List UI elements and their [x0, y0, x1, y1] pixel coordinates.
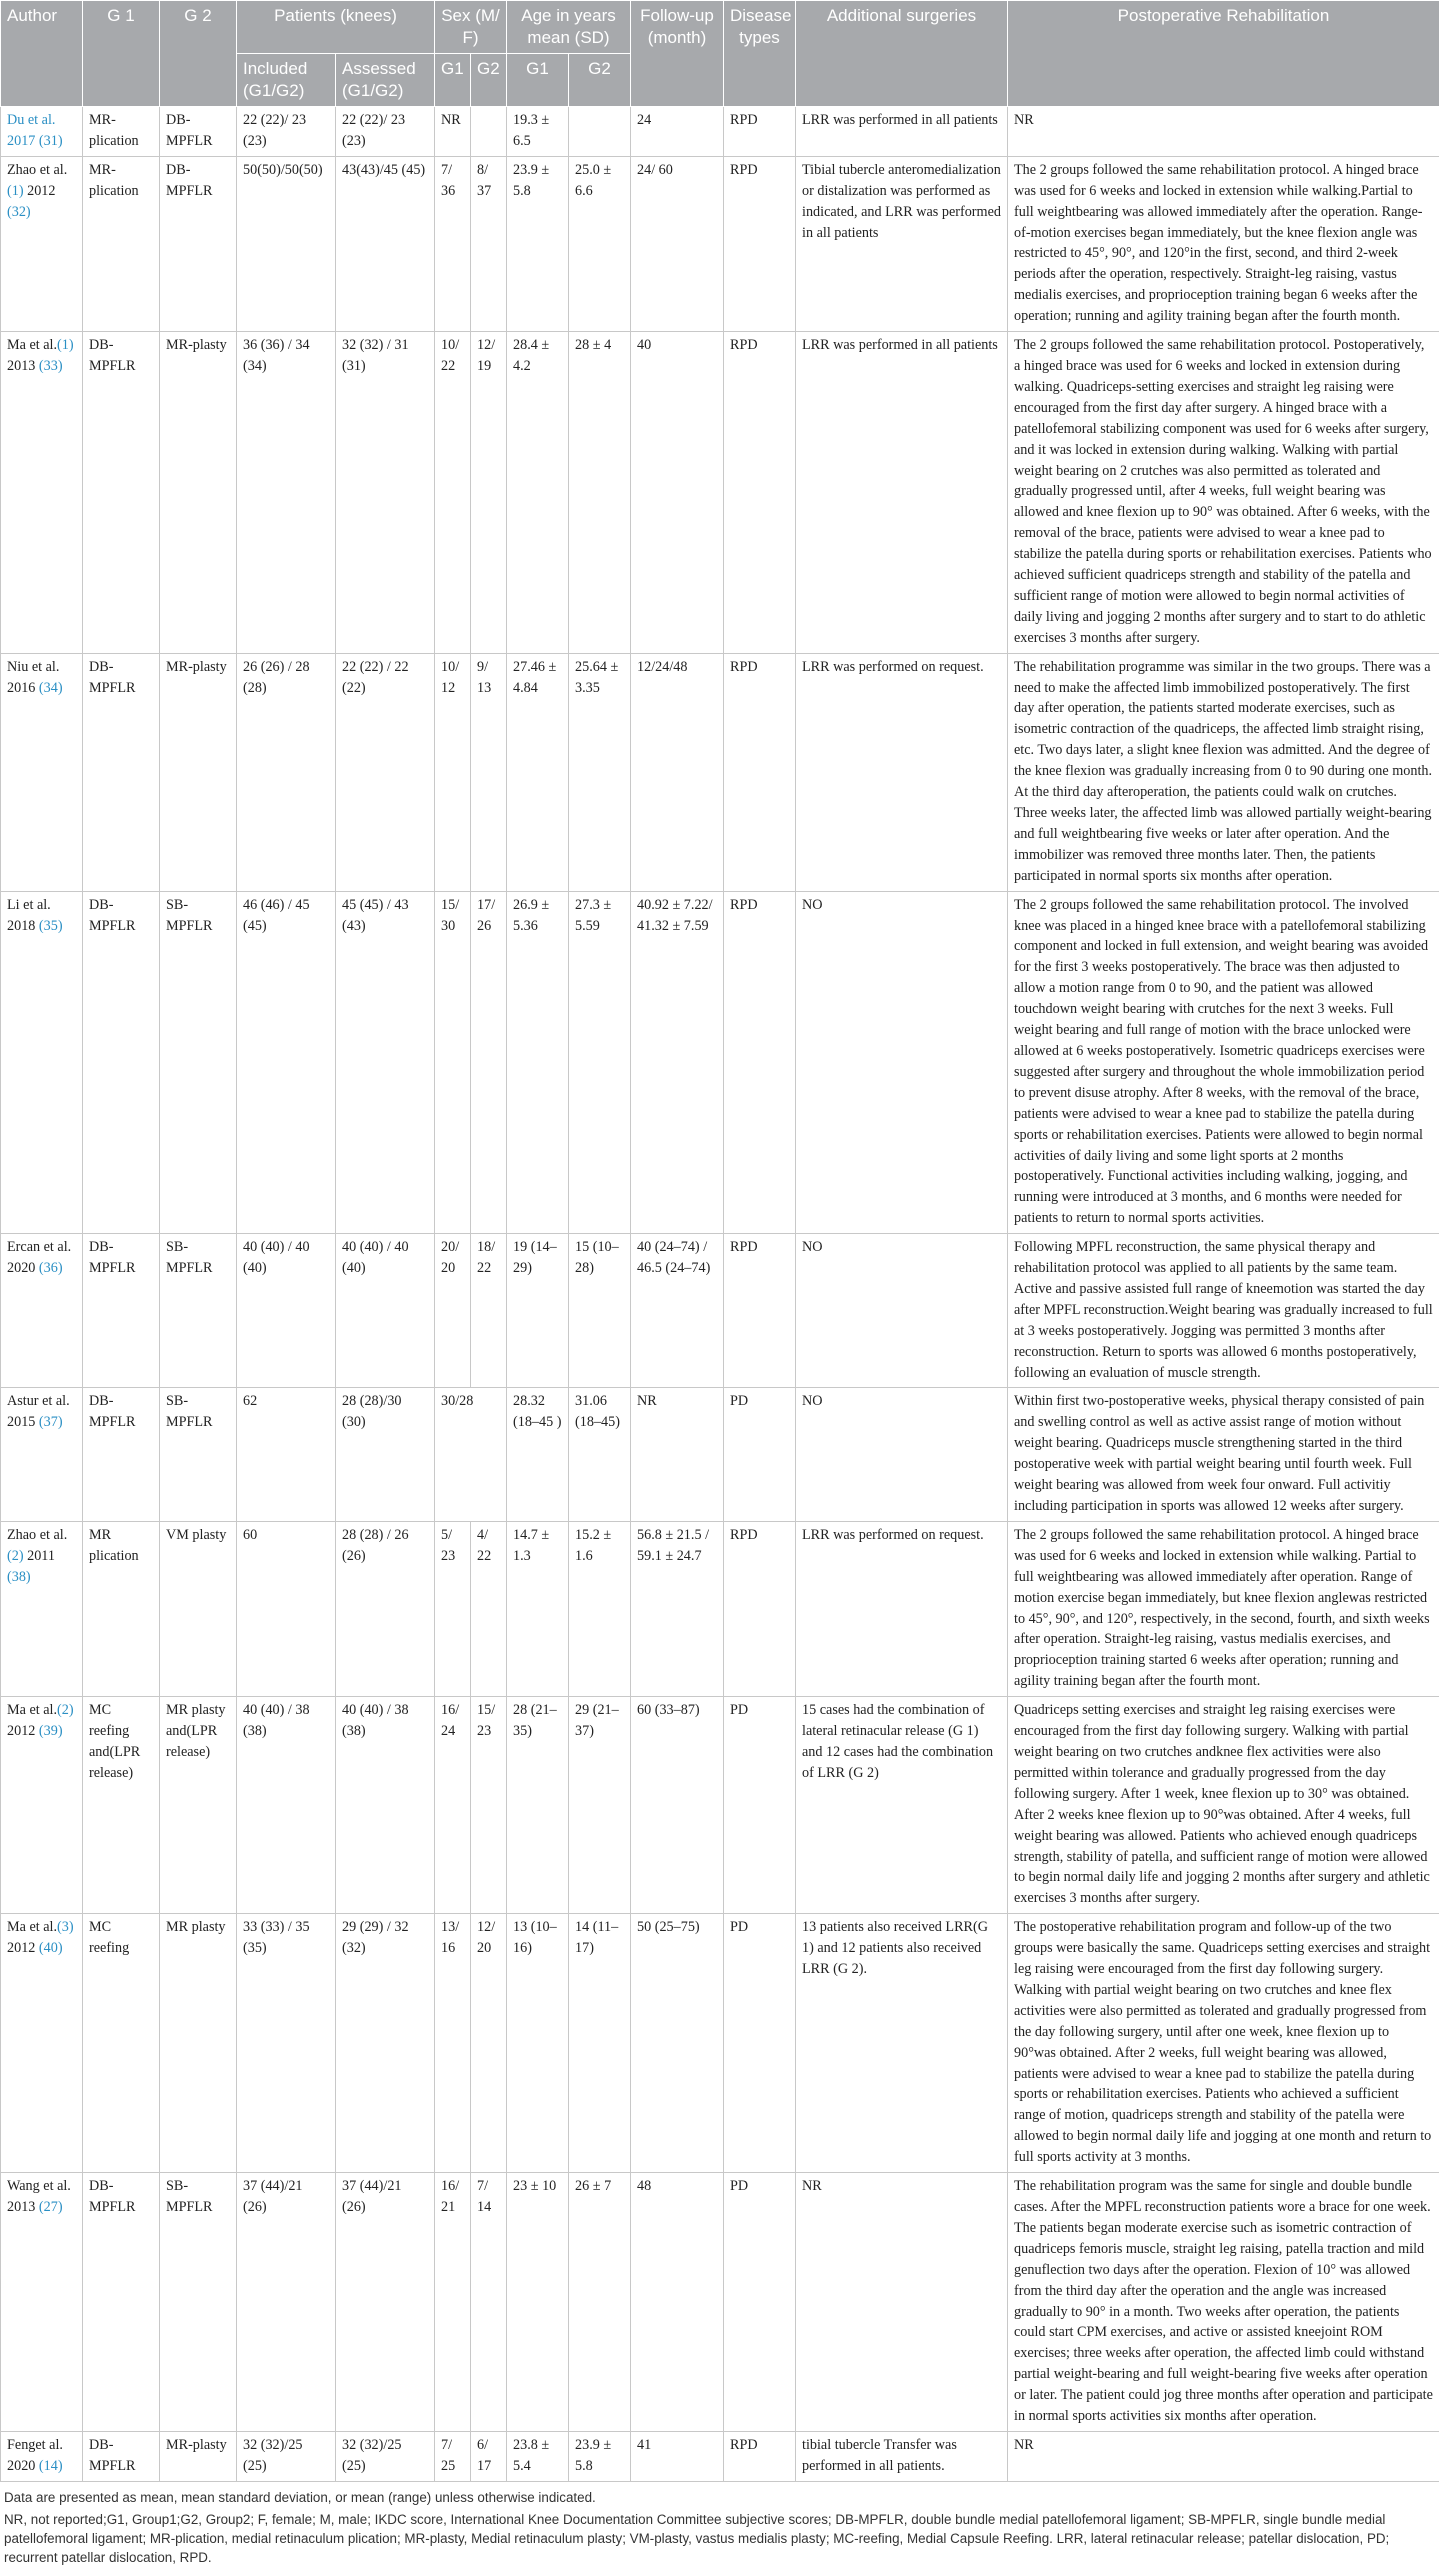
cell-age-g2: 25.0 ± 6.6	[569, 156, 631, 331]
cell-author	[1, 2173, 83, 2432]
cell-age-g2: 15.2 ± 1.6	[569, 1521, 631, 1696]
cell-age-g1: 23.9 ± 5.8	[507, 156, 569, 331]
cell-assessed: 22 (22) / 22 (22)	[336, 653, 435, 891]
cell-g2: SB-MPFLR	[160, 2173, 237, 2432]
cell-additional: LRR was performed in all patients	[796, 332, 1008, 654]
author-name: Fenget al.	[7, 2437, 63, 2453]
author-name: Niu et al.	[7, 659, 59, 675]
cell-rehab: Quadriceps setting exercises and straight leg raising exercises were encouraged from the first day following surgery. Walking with partial weight bearing on two crutches andknee flex activities were also permitted within tolerance and gradually progressed from the day following surgery. After 1 week, knee flexion up to 30° was obtained. After 2 weeks knee flexion up to 90°was obtained. After 4 weeks, full weight bearing was allowed. Patients who achieved enough quadriceps strength, stability of patella, and sufficient range of motion were allowed to begin normal daily life and jogging 2 months after surgery and athletic exercises 3 months after surgery.	[1008, 1697, 1439, 1914]
cell-assessed: 28 (28)/30 (30)	[336, 1388, 435, 1521]
table-row	[1, 1388, 1439, 1521]
citation-link[interactable]: (37)	[39, 1414, 63, 1430]
header-assessed: Assessed (G1/G2)	[336, 54, 435, 107]
author-year: 2020	[7, 2458, 35, 2474]
cell-age-g2: 31.06 (18–45)	[569, 1388, 631, 1521]
cell-sex-g1: 10/ 22	[435, 332, 471, 654]
cell-rehab: The 2 groups followed the same rehabilitation protocol. Postoperatively, a hinged brace was used for 6 weeks and locked in extension during walking. Quadriceps-setting exercises and straight leg raising were encouraged from the first day after surgery. A hinged brace with a patellofemoral stabilizing component was used for 6 weeks after surgery, and it was locked in extension during walking. Walking with partial weight bearing on 2 crutches was also permitted as tolerated and gradually progressed until, after 4 weeks, full weight bearing was allowed and knee flexion up to 90° was obtained. After 6 weeks, with the removal of the brace, patients were advised to wear a knee pad to stabilize the patella during sports or rehabilitation exercises. Patients who achieved sufficient quadriceps strength and stability of the patella and sufficient range of motion were allowed to begin normal activities of daily living and jogging 2 months after surgery and to start to do athletic exercises 3 months after surgery.	[1008, 332, 1439, 654]
author-year: 2011	[27, 1548, 55, 1564]
cell-followup: 40 (24–74) / 46.5 (24–74)	[631, 1234, 724, 1388]
cell-followup: NR	[631, 1388, 724, 1521]
cell-sex-g1: 7/ 25	[435, 2431, 471, 2481]
citation-link[interactable]: (39)	[39, 1723, 63, 1739]
cell-author	[1, 2431, 83, 2481]
cell-assessed: 22 (22)/ 23 (23)	[336, 107, 435, 157]
author-name: Zhao et al.	[7, 162, 67, 178]
cell-g1: DB-MPFLR	[83, 1388, 160, 1521]
author-year: 2020	[7, 1260, 35, 1276]
cell-rehab: NR	[1008, 107, 1439, 157]
cell-g2: SB-MPFLR	[160, 1388, 237, 1521]
cell-author	[1, 156, 83, 331]
cell-age-g1: 28 (21–35)	[507, 1697, 569, 1914]
cell-additional: 13 patients also received LRR(G 1) and 12 patients also received LRR (G 2).	[796, 1914, 1008, 2173]
cell-g1: DB-MPFLR	[83, 653, 160, 891]
cell-followup: 41	[631, 2431, 724, 2481]
citation-link[interactable]: (38)	[7, 1569, 31, 1585]
cell-followup: 40	[631, 332, 724, 654]
cell-sex-g2: 17/ 26	[471, 891, 507, 1234]
cell-g2: SB-MPFLR	[160, 891, 237, 1234]
citation-link[interactable]: (27)	[39, 2199, 63, 2215]
cell-disease: RPD	[724, 2431, 796, 2481]
author-year: 2016	[7, 680, 35, 696]
cell-rehab: Within first two-postoperative weeks, physical therapy consisted of pain and swelling control as well as active assist range of motion without weight bearing. Quadriceps muscle strengthening started in the third postoperative week with partial weight bearing until fourth week. Full weight bearing was allowed from week four onward. Full activitiy including participation in sports was allowed 12 weeks after surgery.	[1008, 1388, 1439, 1521]
cell-included: 50(50)/50(50)	[237, 156, 336, 331]
cell-assessed: 32 (32) / 31 (31)	[336, 332, 435, 654]
header-disease: Disease types	[724, 1, 796, 107]
cell-sex-g1: 13/ 16	[435, 1914, 471, 2173]
table-row	[1, 2431, 1439, 2481]
cell-additional: tibial tubercle Transfer was performed in all patients.	[796, 2431, 1008, 2481]
cell-age-g1: 28.4 ± 4.2	[507, 332, 569, 654]
cell-g2: DB-MPFLR	[160, 156, 237, 331]
header-age-g1: G1	[507, 54, 569, 107]
author-name: Wang et al.	[7, 2178, 71, 2194]
cell-sex-g1: 20/ 20	[435, 1234, 471, 1388]
cell-rehab: The 2 groups followed the same rehabilitation protocol. A hinged brace was used for 6 weeks and locked in extension while walking. Partial to full weightbearing was allowed immediately after operation. Range of motion exercise began immediately, but knee flexion anglewas restricted to 45°, 90°, and 120°, respectively, in the second, fourth, and sixth weeks after operation. Straight-leg raising, vastus medialis exercises, and proprioception training started 6 weeks after operation; running and agility training began after the fourth mont.	[1008, 1521, 1439, 1696]
cell-g1: MR-plication	[83, 156, 160, 331]
cell-author	[1, 1521, 83, 1696]
cell-g1: MC reefing	[83, 1914, 160, 2173]
cell-age-g2: 28 ± 4	[569, 332, 631, 654]
cell-age-g1: 26.9 ± 5.36	[507, 891, 569, 1234]
cell-age-g1: 27.46 ± 4.84	[507, 653, 569, 891]
cell-sex-g1: NR	[435, 107, 471, 157]
cell-g1: DB-MPFLR	[83, 891, 160, 1234]
author-name: Ercan et al.	[7, 1239, 71, 1255]
cell-sex-g1: 16/ 24	[435, 1697, 471, 1914]
cell-included: 40 (40) / 38 (38)	[237, 1697, 336, 1914]
cell-disease: PD	[724, 1697, 796, 1914]
cell-rehab: Following MPFL reconstruction, the same physical therapy and rehabilitation protocol was applied to all patients by the same team. Active and passive assisted full range of kneemotion was started the day after MPFL reconstruction.Weight bearing was gradually increased to full at 3 weeks postoperatively. Jogging was permitted 3 months after reconstruction. Return to sports was allowed 6 months postoperatively, following an evaluation of muscle strength.	[1008, 1234, 1439, 1388]
cell-sex-g1: 7/ 36	[435, 156, 471, 331]
cell-sex-g2: 4/ 22	[471, 1521, 507, 1696]
author-name[interactable]: Du et al.	[7, 112, 55, 128]
cell-included: 26 (26) / 28 (28)	[237, 653, 336, 891]
header-followup: Follow-up (month)	[631, 1, 724, 107]
header-sex: Sex (M/ F)	[435, 1, 507, 54]
cell-additional: LRR was performed in all patients	[796, 107, 1008, 157]
cell-g2: VM plasty	[160, 1521, 237, 1696]
cell-sex-g1: 5/ 23	[435, 1521, 471, 1696]
cell-additional: NO	[796, 1234, 1008, 1388]
cell-additional: NO	[796, 1388, 1008, 1521]
cell-rehab: The postoperative rehabilitation program and follow-up of the two groups were basically the same. Quadriceps setting exercises and straight leg raising were encouraged from the first day following surgery. Walking with partial weight bearing on two crutches and knee flex activities were also permitted as tolerated and gradually progressed from the day following surgery, until after one week, knee flexion up to 90°was obtained. After 2 weeks, full weight bearing was allowed, patients were advised to wear a knee pad to stabilize the patella during sports or rehabilitation exercises. Patients who achieved a sufficient range of motion, quadriceps strength and stability of the patella were allowed to begin normal daily life and jogging at one month and return to full sports activity at 3 months.	[1008, 1914, 1439, 2173]
cell-assessed: 32 (32)/25 (25)	[336, 2431, 435, 2481]
cell-included: 22 (22)/ 23 (23)	[237, 107, 336, 157]
cell-sex-g2: 12/ 20	[471, 1914, 507, 2173]
cell-included: 40 (40) / 40 (40)	[237, 1234, 336, 1388]
cell-followup: 48	[631, 2173, 724, 2432]
cell-age-g2: 27.3 ± 5.59	[569, 891, 631, 1234]
citation-link[interactable]: (3)	[57, 1919, 74, 1935]
citation-link[interactable]: (1)	[57, 337, 74, 353]
cell-age-g2: 29 (21–37)	[569, 1697, 631, 1914]
table-row	[1, 1521, 1439, 1696]
cell-rehab: The rehabilitation programme was similar in the two groups. There was a need to make the affected limb immobilized postoperatively. The first day after operation, the patients started moderate exercises, such as isometric contraction of the quadriceps, the affected limb straight rising, etc. Two days later, a slight knee flexion was admitted. And the degree of the knee flexion was gradually increasing from 0 to 90 during one month. At the third day afteroperation, the patients could walk on crutches. Three weeks later, the affected limb was allowed partially weight-bearing and full weightbearing five weeks or later after operation. And the immobilizer was removed three months later. Then, the patients participated in normal sports six months after operation.	[1008, 653, 1439, 891]
cell-sex-g1: 10/ 12	[435, 653, 471, 891]
author-name: Astur et al.	[7, 1393, 70, 1409]
cell-author	[1, 1914, 83, 2173]
cell-followup: 50 (25–75)	[631, 1914, 724, 2173]
table-row	[1, 2173, 1439, 2432]
footnote: NR, not reported;G1, Group1;G2, Group2; F, female; M, male; IKDC score, International Knee Documentation Committee subjective scores; DB-MPFLR, double bundle medial patellofemoral ligament; SB-MPFLR, single bundle medial patellofemoral ligament; MR-plication, medial retinaculum plication; MR-plasty, Medial retinaculum plasty; VM-plasty, vastus medialis plasty; MC-reefing, Medial Capsule Reefing. LRR, lateral retinacular release; patellar dislocation, PD; recurrent patellar dislocation, RPD.	[4, 2510, 1435, 2567]
author-name: Zhao et al.	[7, 1527, 67, 1543]
cell-g2: MR-plasty	[160, 332, 237, 654]
cell-sex-g2: 7/ 14	[471, 2173, 507, 2432]
citation-link[interactable]: (2)	[7, 1548, 24, 1564]
footnotes	[0, 2482, 1439, 2567]
cell-rehab: NR	[1008, 2431, 1439, 2481]
citation-link[interactable]: (32)	[7, 204, 31, 220]
author-name: Ma et al.	[7, 1702, 57, 1718]
author-name: Ma et al.	[7, 337, 57, 353]
cell-age-g1: 19.3 ± 6.5	[507, 107, 569, 157]
table-row	[1, 1914, 1439, 2173]
header-g2: G 2	[160, 1, 237, 107]
cell-disease: RPD	[724, 1521, 796, 1696]
cell-age-g1: 13 (10–16)	[507, 1914, 569, 2173]
author-year: 2018	[7, 918, 35, 934]
table-row	[1, 653, 1439, 891]
cell-age-g1: 23 ± 10	[507, 2173, 569, 2432]
cell-followup: 40.92 ± 7.22/ 41.32 ± 7.59	[631, 891, 724, 1234]
cell-author	[1, 1388, 83, 1521]
cell-included: 37 (44)/21 (26)	[237, 2173, 336, 2432]
author-name: Li et al.	[7, 897, 51, 913]
cell-followup: 24/ 60	[631, 156, 724, 331]
cell-disease: RPD	[724, 1234, 796, 1388]
header-patients: Patients (knees)	[237, 1, 435, 54]
cell-assessed: 40 (40) / 40 (40)	[336, 1234, 435, 1388]
cell-followup: 24	[631, 107, 724, 157]
citation-link[interactable]: (40)	[39, 1940, 63, 1956]
cell-followup: 12/24/48	[631, 653, 724, 891]
cell-additional: Tibial tubercle anteromedialization or distalization was performed as indicated, and LRR was performed in all patients	[796, 156, 1008, 331]
cell-sex-g2	[471, 107, 507, 157]
cell-disease: RPD	[724, 653, 796, 891]
cell-g1: DB-MPFLR	[83, 332, 160, 654]
cell-sex-g1: 15/ 30	[435, 891, 471, 1234]
author-year: 2012	[7, 1723, 35, 1739]
cell-g1: DB-MPFLR	[83, 1234, 160, 1388]
cell-rehab: The 2 groups followed the same rehabilitation protocol. The involved knee was placed in a hinged knee brace with a patellofemoral stabilizing component and locked in full extension, and weight bearing was avoided for the first 3 weeks postoperatively. The brace was then adjusted to allow a motion range from 0 to 90, and the patient was allowed touchdown weight bearing with crutches for the next 3 weeks. Full weight bearing and full range of motion with the brace unlocked were allowed at 6 weeks postoperatively. Isometric quadriceps exercises were suggested after surgery and throughout the whole immobilization period to prevent disuse atrophy. After 8 weeks, with the removal of the brace, patients were advised to wear a knee pad to stabilize the patella during sports or rehabilitation exercises. Patients were allowed to begin normal activities of daily living and some light sports at 2 months postoperatively. Functional activities including walking, jogging, and running were introduced at 3 months, and 6 months were needed for patients to return to normal sports activities.	[1008, 891, 1439, 1234]
cell-disease: RPD	[724, 107, 796, 157]
author-year: 2015	[7, 1414, 35, 1430]
footnote: Data are presented as mean, mean standard deviation, or mean (range) unless otherwise indicated.	[4, 2488, 1435, 2507]
cell-assessed: 45 (45) / 43 (43)	[336, 891, 435, 1234]
author-year: 2012	[27, 183, 55, 199]
author-year: 2013	[7, 2199, 35, 2215]
cell-g1: MR plication	[83, 1521, 160, 1696]
cell-age-g2: 14 (11–17)	[569, 1914, 631, 2173]
citation-link[interactable]: (2)	[57, 1702, 74, 1718]
cell-assessed: 43(43)/45 (45)	[336, 156, 435, 331]
cell-additional: NR	[796, 2173, 1008, 2432]
cell-g1: MC reefing and(LPR release)	[83, 1697, 160, 1914]
citation-link[interactable]: (33)	[39, 358, 63, 374]
cell-author	[1, 107, 83, 157]
table-header	[1, 1, 1439, 107]
citation-link[interactable]: (36)	[39, 1260, 63, 1276]
cell-disease: RPD	[724, 332, 796, 654]
cell-sex-g2: 6/ 17	[471, 2431, 507, 2481]
citation-link[interactable]: (31)	[39, 133, 63, 149]
cell-disease: PD	[724, 1388, 796, 1521]
cell-disease: PD	[724, 1914, 796, 2173]
table-row	[1, 891, 1439, 1234]
cell-additional: LRR was performed on request.	[796, 1521, 1008, 1696]
cell-disease: RPD	[724, 156, 796, 331]
cell-disease: PD	[724, 2173, 796, 2432]
citation-link[interactable]: (34)	[39, 680, 63, 696]
author-name: Ma et al.	[7, 1919, 57, 1935]
table-row	[1, 1697, 1439, 1914]
cell-age-g2: 26 ± 7	[569, 2173, 631, 2432]
cell-included: 60	[237, 1521, 336, 1696]
header-g1: G 1	[83, 1, 160, 107]
cell-assessed: 29 (29) / 32 (32)	[336, 1914, 435, 2173]
header-additional: Additional surgeries	[796, 1, 1008, 107]
table-row	[1, 1234, 1439, 1388]
cell-author	[1, 653, 83, 891]
cell-author	[1, 1697, 83, 1914]
cell-additional: 15 cases had the combination of lateral retinacular release (G 1) and 12 cases had the combination of LRR (G 2)	[796, 1697, 1008, 1914]
cell-author	[1, 1234, 83, 1388]
table-row	[1, 156, 1439, 331]
cell-sex-g1: 16/ 21	[435, 2173, 471, 2432]
cell-g2: MR-plasty	[160, 653, 237, 891]
cell-g2: MR plasty and(LPR release)	[160, 1697, 237, 1914]
cell-age-g2	[569, 107, 631, 157]
cell-age-g1: 19 (14–29)	[507, 1234, 569, 1388]
table-body	[1, 107, 1439, 2482]
cell-followup: 56.8 ± 21.5 / 59.1 ± 24.7	[631, 1521, 724, 1696]
cell-assessed: 40 (40) / 38 (38)	[336, 1697, 435, 1914]
cell-g2: SB-MPFLR	[160, 1234, 237, 1388]
cell-rehab: The rehabilitation program was the same for single and double bundle cases. After the MPFL reconstruction patients wore a brace for one week. The patients began moderate exercise such as isometric contraction of quadriceps femoris muscle, straight leg raising, patella traction and mild genuflection two days after the operation. Flexion of 10° was allowed from the third day after the operation and the angle was increased gradually to 90° in a month. Two weeks after operation, the patients could start CPM exercises, and active or assisted kneejoint ROM exercises; three weeks after operation, the affected limb could withstand partial weight-bearing and full weight-bearing five weeks after operation or later. The patient could jog three months after operation and participate in normal sports activities six months after operation.	[1008, 2173, 1439, 2432]
author-year[interactable]: 2017	[7, 133, 35, 149]
cell-author	[1, 891, 83, 1234]
cell-sex-g2: 15/ 23	[471, 1697, 507, 1914]
cell-age-g1: 23.8 ± 5.4	[507, 2431, 569, 2481]
header-sex-g1: G1	[435, 54, 471, 107]
cell-included: 36 (36) / 34 (34)	[237, 332, 336, 654]
cell-author	[1, 332, 83, 654]
cell-included: 46 (46) / 45 (45)	[237, 891, 336, 1234]
cell-assessed: 28 (28) / 26 (26)	[336, 1521, 435, 1696]
cell-sex: 30/28	[435, 1388, 507, 1521]
cell-included: 32 (32)/25 (25)	[237, 2431, 336, 2481]
citation-link[interactable]: (1)	[7, 183, 24, 199]
cell-included: 62	[237, 1388, 336, 1521]
cell-age-g2: 15 (10–28)	[569, 1234, 631, 1388]
header-author: Author	[1, 1, 83, 107]
header-age: Age in years mean (SD)	[507, 1, 631, 54]
author-year: 2012	[7, 1940, 35, 1956]
cell-sex-g2: 12/ 19	[471, 332, 507, 654]
cell-followup: 60 (33–87)	[631, 1697, 724, 1914]
cell-additional: LRR was performed on request.	[796, 653, 1008, 891]
cell-sex-g2: 18/ 22	[471, 1234, 507, 1388]
cell-sex-g2: 9/ 13	[471, 653, 507, 891]
cell-rehab: The 2 groups followed the same rehabilitation protocol. A hinged brace was used for 6 weeks and locked in extension while walking.Partial to full weightbearing was allowed immediately after the operation. Range-of-motion exercises began immediately, but the knee flexion angle was restricted to 45°, 90°, and 120°in the first, second, and third 2-week periods after the operation, respectively. Straight-leg raising, vastus medialis exercises, and proprioception training began 6 weeks after the operation; running and agility training began after the fourth month.	[1008, 156, 1439, 331]
cell-included: 33 (33) / 35 (35)	[237, 1914, 336, 2173]
cell-age-g1: 14.7 ± 1.3	[507, 1521, 569, 1696]
header-age-g2: G2	[569, 54, 631, 107]
cell-g1: DB-MPFLR	[83, 2431, 160, 2481]
cell-sex-g2: 8/ 37	[471, 156, 507, 331]
table-row	[1, 332, 1439, 654]
table-row	[1, 107, 1439, 157]
header-included: Included (G1/G2)	[237, 54, 336, 107]
header-rehab: Postoperative Rehabilitation	[1008, 1, 1439, 107]
cell-g2: MR-plasty	[160, 2431, 237, 2481]
cell-g2: DB-MPFLR	[160, 107, 237, 157]
cell-age-g2: 23.9 ± 5.8	[569, 2431, 631, 2481]
cell-additional: NO	[796, 891, 1008, 1234]
cell-age-g2: 25.64 ± 3.35	[569, 653, 631, 891]
cell-assessed: 37 (44)/21 (26)	[336, 2173, 435, 2432]
cell-g2: MR plasty	[160, 1914, 237, 2173]
cell-disease: RPD	[724, 891, 796, 1234]
author-year: 2013	[7, 358, 35, 374]
citation-link[interactable]: (35)	[39, 918, 63, 934]
cell-age-g1: 28.32 (18–45 )	[507, 1388, 569, 1521]
cell-g1: DB-MPFLR	[83, 2173, 160, 2432]
citation-link[interactable]: (14)	[39, 2458, 63, 2474]
header-sex-g2: G2	[471, 54, 507, 107]
cell-g1: MR-plication	[83, 107, 160, 157]
